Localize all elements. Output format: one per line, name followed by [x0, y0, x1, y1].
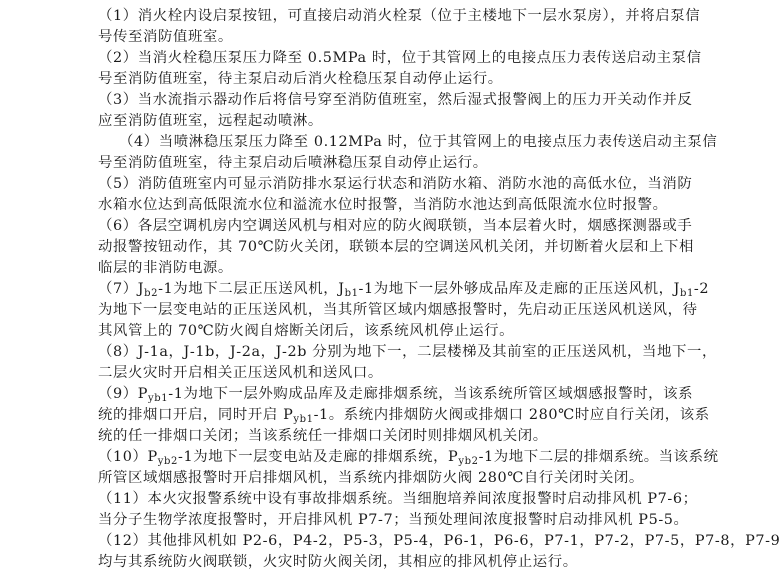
para-9-line-1: $(9)P_{yb1}-1$为地下一层外购成品库及走廊排烟系统，当该系统所管区域烟感报警时，该系	[98, 386, 694, 404]
para-8-line-2: 二层火灾时开启相关正压送风机和送风口。	[98, 365, 383, 381]
para-6-line-2: 动报警按钮动作，其 70℃防火关闭，联锁本层的空调送风机关闭，并切断着火层和上下相	[98, 239, 695, 255]
para-2-line-2: 号至消防值班室，待主泵启动后消火栓稳压泵自动停止运行。	[98, 71, 503, 87]
para-8-line-1: （8）J-1a，J-1b，J-2a，J-2b 分别为地下一，二层楼梯及其前室的正压送风机，当地下一，	[98, 344, 717, 360]
para-6-line-3: 临层的非消防电源。	[98, 260, 233, 276]
para-4-line-1: （4）当喷淋稳压泵压力降至 0.12MPa 时，位于其管网上的电接点压力表传送启动主泵信	[119, 134, 718, 150]
para-3-line-1: （3）当水流指示器动作后将信号穿至消防值班室，然后湿式报警阀上的压力开关动作并反	[98, 92, 693, 108]
para-3-line-2: 应至消防值班室，远程起动喷淋。	[98, 113, 323, 129]
para-9-line-3: 统的任一排烟口关闭；当该系统任一排烟口关闭时则排烟风机关闭。	[98, 428, 548, 444]
para-7-line-1: $(7)J_{b2}-1$为地下二层正压送风机，$J_{b1}-1$为地下一层外够成品库及走廊的正压送风机，$J_{b1}-2$	[98, 281, 710, 299]
para-9-line-2: 统的排烟口开启，同时开启 $P_{yb1}-1$。系统内排烟防火阀或排烟口 280℃时应自行关闭，该系	[98, 407, 710, 425]
para-11-line-1: （11）本火灾报警系统中设有事故排烟系统。当细胞培养间浓度报警时启动排风机 P7-6；	[98, 491, 698, 507]
para-5-line-2: 水箱水位达到高低限流水位和溢流水位时报警，当消防水池达到高低限流水位时报警。	[98, 197, 668, 213]
subscript: yb1	[148, 393, 169, 404]
para-1-line-2: 号传至消防值班室。	[98, 29, 233, 45]
para-10-line-2: 所管区域烟感报警时开启排烟风机，当系统内排烟防火阀 280℃自行关闭时关闭。	[98, 470, 644, 486]
para-1-line-1: （1）消火栓内设启泵按钮，可直接启动消火栓泵（位于主楼地下一层水泵房），并将启泵信	[98, 8, 701, 24]
para-12-line-2: 均与其系统防火阀联锁，火灾时防火阀关闭，其相应的排风机停止运行。	[98, 554, 578, 570]
para-11-line-2: 当分子生物学浓度报警时，开启排风机 P7-7；当预处理间浓度报警时启动排风机 P5-5。	[98, 512, 689, 528]
subscript: b2	[144, 288, 159, 299]
para-2-line-1: （2）当消火栓稳压泵压力降至 0.5MPa 时，位于其管网上的电接点压力表传送启动主泵信	[98, 50, 702, 66]
subscript: b1	[344, 288, 359, 299]
subscript: yb1	[293, 414, 314, 425]
para-7-line-2: 为地下一层变电站的正压送风机，当其所管区域内烟感报警时，先启动正压送风机送风，待	[98, 302, 698, 318]
subscript: b1	[679, 288, 694, 299]
para-4-line-2: 号至消防值班室，待主泵启动后喷淋稳压泵自动停止运行。	[98, 155, 488, 171]
para-6-line-1: （6）各层空调机房内空调送风机与相对应的防火阀联锁，当本层着火时，烟感探测器或手	[98, 218, 693, 234]
para-10-line-1: $(10)P_{yb2}-1$为地下一层变电站及走廊的排烟系统，$P_{yb2}-1$为地下二层的排烟系统。当该系统	[98, 449, 719, 467]
para-7-line-3: 其风管上的 70℃防火阀自熔断关闭后，该系统风机停止运行。	[98, 323, 515, 339]
para-5-line-1: （5）消防值班室内可显示消防排水泵运行状态和消防水箱、消防水池的高低水位，当消防	[98, 176, 693, 192]
subscript: yb2	[458, 456, 479, 467]
para-12-line-1: （12）其他排风机如 P2-6，P4-2，P5-3，P5-4，P6-1，P6-6，P7-1，P7-2，P7-5，P7-8，P7-9	[98, 533, 780, 549]
subscript: yb2	[157, 456, 178, 467]
